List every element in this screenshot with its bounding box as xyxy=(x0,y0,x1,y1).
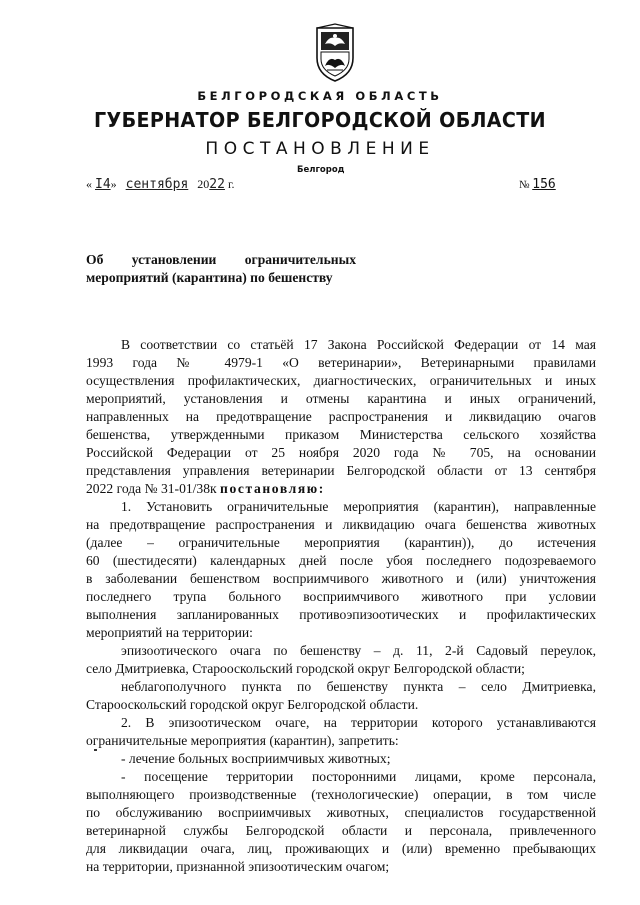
text-line: по обслуживанию восприимчивых животных, специалистов государственной xyxy=(86,805,596,820)
text-line: село Дмитриевка, Старооскольский городской округ Белгородской области; xyxy=(86,661,525,676)
document-date xyxy=(86,177,235,192)
text-line: мероприятий, установления и отмены карантина и иных ограничений, xyxy=(86,391,596,406)
paragraph-item-2 xyxy=(86,714,596,750)
paragraph-ban-visits xyxy=(86,768,596,876)
text-line: - лечение больных восприимчивых животных; xyxy=(121,751,391,766)
decree-keyword: постановляю: xyxy=(220,481,325,496)
text-line: 1993 года № 4979-1 «О ветеринарии», Ветеринарными правилами xyxy=(86,355,596,370)
text-line: на предотвращение распространения и ликвидацию очага бешенства животных xyxy=(86,517,596,532)
text-line: Российской Федерации от 25 ноября 2020 года № 705, на основании xyxy=(86,445,596,460)
date-year-abbr: г. xyxy=(227,177,235,191)
date-year-suffix: 22 xyxy=(209,177,225,192)
coat-of-arms-icon xyxy=(313,22,357,84)
text-line: на территории, признанной эпизоотическим очагом; xyxy=(86,859,390,874)
document-issuer-title: ГУБЕРНАТОР БЕЛГОРОДСКОЙ ОБЛАСТИ xyxy=(93,108,547,132)
subject-line: Об установлении ограничительных xyxy=(86,252,356,267)
city-name: Белгород xyxy=(297,165,345,175)
text-line: выполнения запланированных противоэпизоотических и профилактических xyxy=(86,607,596,622)
region-name: БЕЛГОРОДСКАЯ ОБЛАСТЬ xyxy=(197,89,443,103)
text-line: 60 (шестидесяти) календарных дней после убоя последнего подозреваемого xyxy=(86,553,596,568)
text-line: для ликвидации очага, лиц, проживающих и (или) временно пребывающих xyxy=(86,841,596,856)
date-close-quote: » xyxy=(110,177,117,191)
text-line: - посещение территории посторонними лицами, кроме персонала, xyxy=(121,769,596,784)
date-day: I4 xyxy=(95,177,111,192)
text-line xyxy=(86,480,596,498)
document-type: ПОСТАНОВЛЕНИЕ xyxy=(205,139,435,159)
subject-line: мероприятий (карантина) по бешенству xyxy=(86,270,333,285)
text-line: ветеринарной службы Белгородской области и персонала, привлеченного xyxy=(86,823,596,838)
date-year-prefix: 20 xyxy=(197,177,210,191)
text-line: неблагополучного пункта по бешенству пункта – село Дмитриевка, xyxy=(121,679,596,694)
text-line: 2. В эпизоотическом очаге, на территории которого устанавливаются xyxy=(121,715,596,730)
text-line: в заболевании бешенством восприимчивого животного и (или) уничтожения xyxy=(86,571,596,586)
paragraph-focus xyxy=(86,642,596,678)
decree-body xyxy=(86,336,596,876)
text-line: представления управления ветеринарии Белгородской области от 13 сентября xyxy=(86,463,596,478)
document-number xyxy=(519,177,580,192)
number-label: № xyxy=(519,179,530,191)
paragraph-ban-treatment xyxy=(86,750,596,768)
text-line: 1. Установить ограничительные мероприятия (карантин), направленные xyxy=(121,499,596,514)
scan-mark xyxy=(94,749,97,751)
text-line: бешенства, утвержденными приказом Министерства сельского хозяйства xyxy=(86,427,596,442)
paragraph-item-1 xyxy=(86,498,596,642)
text-line: осуществления профилактических, диагностических, ограничительных и иных xyxy=(86,373,596,388)
text-line: выполняющего производственные (технологические) операции, в том числе xyxy=(86,787,596,802)
date-month: сентября xyxy=(125,177,189,192)
text-line: мероприятий на территории: xyxy=(86,625,253,640)
text-line: последнего трупа больного восприимчивого животного при условии xyxy=(86,589,596,604)
text-line: В соответствии со статьёй 17 Закона Российской Федерации от 14 мая xyxy=(121,337,596,352)
number-value: 156 xyxy=(532,177,556,192)
paragraph-preamble xyxy=(86,336,596,498)
text-line: Старооскольский городской округ Белгородской области. xyxy=(86,697,419,712)
paragraph-unfavorable-point xyxy=(86,678,596,714)
date-open-quote: « xyxy=(86,177,92,191)
preamble-reference: 2022 года № 31-01/38к xyxy=(86,481,217,496)
text-line: ограничительные мероприятия (карантин), запретить: xyxy=(86,733,399,748)
decree-subject xyxy=(86,251,356,287)
text-line: эпизоотического очага по бешенству – д. 11, 2-й Садовый переулок, xyxy=(121,643,596,658)
text-line: направленных на предотвращение распространения и ликвидацию очагов xyxy=(86,409,596,424)
text-line: (далее – ограничительные мероприятия (карантин)), до истечения xyxy=(86,535,596,550)
